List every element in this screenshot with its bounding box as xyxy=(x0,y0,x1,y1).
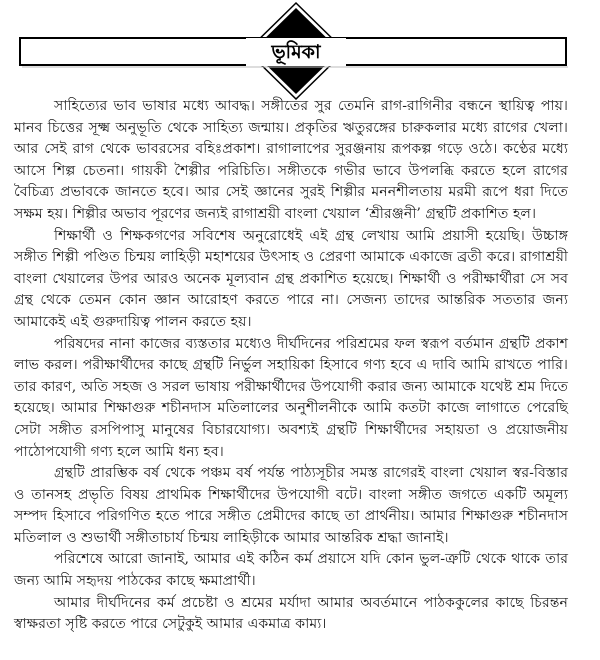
preface-body xyxy=(14,96,568,636)
paragraph: গ্রন্থটি প্রারম্ভিক বর্ষ থেকে পঞ্চম বর্ষ পর্যন্ত পাঠ্যসূচীর সমস্ত রাগেরই বাংলা খেয়াল স্বর-বিস্তার ও তানসহ প্রভৃতি বিষয় প্রাথমিক শিক্ষার্থীদের উপযোগী বটে। বাংলা সঙ্গীত জগতে একটি অমূল্য সম্পদ হিসাবে পরিগণিত হতে পারে সঙ্গীত প্রেমীদের কাছে তা প্রার্থনীয়। আমার শিক্ষাগুরু শচীনদাস মতিলাল ও শুভার্থী সঙ্গীতাচার্য চিন্ময় লাহিড়ীকে আমার আন্তরিক শ্রদ্ধা জানাই। xyxy=(14,465,568,546)
paragraph: আমার দীর্ঘদিনের কর্ম প্রচেষ্টা ও শ্রমের মর্যাদা আমার অবর্তমানে পাঠককুলের কাছে চিরন্তন স্বাক্ষরতা সৃষ্টি করতে পারে সেটুকুই আমার একমাত্র কাম্য। xyxy=(14,594,568,633)
paragraph: সাহিত্যের ভাব ভাষার মধ্যে আবদ্ধ। সঙ্গীতের সুর তেমনি রাগ-রাগিনীর বন্ধনে স্থায়িত্ব পায়। মানব চিত্তের সূক্ষ্ম অনুভূতি থেকে সাহিত্য জন্মায়। প্রকৃতির ঋতুরঙ্গের চারুকলার মধ্যে রাগের খেলা। আর সেই রাগ থেকে ভাবরসের বহিঃপ্রকাশ। রাগালাপের সুরঞ্জনায় রূপকল্প গড়ে ওঠে। কণ্ঠের মধ্যে আসে শিল্প চেতনা। গায়কী শৈল্পীর পরিচিতি। সঙ্গীতকে গভীর ভাবে উপলব্ধি করতে হলে রাগের বৈচিত্র্য প্রভাবকে জানতে হবে। আর সেই জ্ঞানের সুরই শিল্পীর মননশীলতায় মরমী রূপে ধরা দিতে সক্ষম হয়। শিল্পীর অভাব পূরণের জন্যই রাগাশ্রয়ী বাংলা খেয়াল ‘শ্রীরঞ্জনী’ গ্রন্থটি প্রকাশিত হল। xyxy=(14,98,568,222)
paragraph: পরিষদের নানা কাজের ব্যস্ততার মধ্যেও দীর্ঘদিনের পরিশ্রমের ফল স্বরূপ বর্তমান গ্রন্থটি প্রকাশ লাভ করল। পরীক্ষার্থীদের কাছে গ্রন্থটি নির্ভুল সহায়িকা হিসাবে গণ্য হবে এ দাবি আমি রাখতে পারি। তার কারণ, অতি সহজ ও সরল ভাষায় পরীক্ষার্থীদের উপযোগী করার জন্য আমাকে যথেষ্ট শ্রম দিতে হয়েছে। আমার শিক্ষাগুরু শচীনদাস মতিলালের অনুশীলনীকে আমি কতটা কাজে লাগাতে পেরেছি সেটা সঙ্গীত রসপিপাসু মানুষের বিচারযোগ্য। অবশ্যই গ্রন্থটি শিক্ষার্থীদের সহায়তা ও প্রয়োজনীয় পাঠোপযোগী গণ্য হলে আমি ধন্য হব। xyxy=(14,335,568,460)
title-banner xyxy=(0,0,600,100)
paragraph: শিক্ষার্থী ও শিক্ষকগণের সবিশেষ অনুরোধেই এই গ্রন্থ লেখায় আমি প্রয়াসী হয়েছি। উচ্চাঙ্গ সঙ্গীত শিল্পী পণ্ডিত চিন্ময় লাহিড়ী মহাশয়ের উৎসাহ ও প্রেরণা আমাকে একাজে ব্রতী করে। রাগাশ্রয়ী বাংলা খেয়ালের উপর আরও অনেক মূল্যবান গ্রন্থ প্রকাশিত হয়েছে। শিক্ষার্থী ও পরীক্ষার্থীরা সে সব গ্রন্থ থেকে তেমন কোন জ্ঞান আরোহণ করতে পারে না। সেজন্য তাদের আন্তরিক সততার জন্য আমাকেই এই গুরুদায়িত্ব পালন করতে হয়। xyxy=(14,227,568,330)
paragraph: পরিশেষে আরো জানাই, আমার এই কঠিন কর্ম প্রয়াসে যদি কোন ভুল-ত্রুটি থেকে থাকে তার জন্য আমি সহৃদয় পাঠকের কাছে ক্ষমাপ্রার্থী। xyxy=(14,551,568,590)
page-title: ভূমিকা xyxy=(246,38,346,66)
